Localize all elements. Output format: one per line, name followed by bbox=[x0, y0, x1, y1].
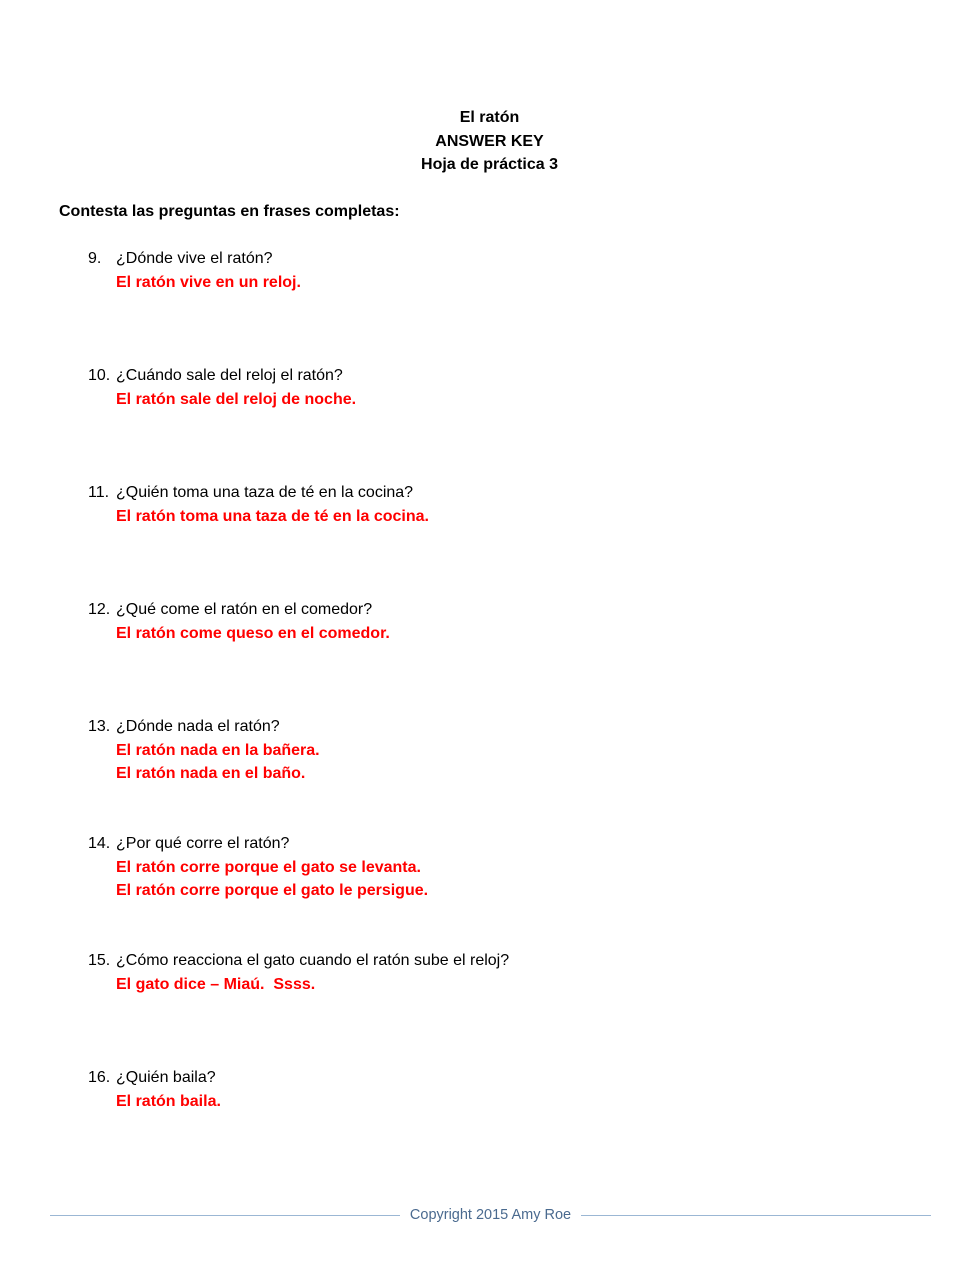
question-number: 12. bbox=[88, 601, 111, 618]
question-number: 16. bbox=[88, 1069, 111, 1086]
footer-rule-right bbox=[581, 1215, 931, 1216]
question-text: ¿Quién toma una taza de té en la cocina? bbox=[116, 484, 414, 501]
answer-text: El ratón corre porque el gato le persigue. bbox=[116, 882, 429, 899]
page-header bbox=[0, 106, 979, 177]
question-text: ¿Dónde vive el ratón? bbox=[116, 250, 273, 267]
question-text: ¿Quién baila? bbox=[116, 1069, 216, 1086]
question-item bbox=[88, 247, 301, 294]
question-number: 14. bbox=[88, 835, 111, 852]
page-title: El ratón bbox=[459, 109, 520, 126]
answer-text: El ratón sale del reloj de noche. bbox=[116, 390, 357, 408]
question-item bbox=[88, 598, 390, 645]
answer-text: El ratón come queso en el comedor. bbox=[116, 624, 390, 642]
answer-text: El ratón nada en la bañera. bbox=[116, 741, 320, 759]
answer-text: El ratón vive en un reloj. bbox=[116, 273, 301, 291]
page-footer bbox=[50, 1203, 931, 1227]
question-text: ¿Qué come el ratón en el comedor? bbox=[116, 601, 373, 618]
question-item bbox=[88, 715, 320, 786]
question-text: ¿Cómo reacciona el gato cuando el ratón sube el reloj? bbox=[116, 952, 510, 969]
question-number: 13. bbox=[88, 718, 111, 735]
question-number: 11. bbox=[88, 484, 110, 501]
question-text: ¿Dónde nada el ratón? bbox=[116, 718, 280, 735]
question-item bbox=[88, 949, 509, 996]
copyright-notice: Copyright 2015 Amy Roe bbox=[409, 1207, 572, 1223]
question-number: 10. bbox=[88, 367, 111, 384]
question-text: ¿Cuándo sale del reloj el ratón? bbox=[116, 367, 343, 384]
question-item bbox=[88, 832, 428, 903]
answer-text: El gato dice – Miaú. Ssss. bbox=[116, 975, 316, 993]
answer-key-label: ANSWER KEY bbox=[435, 132, 544, 150]
instructions: Contesta las preguntas en frases completas: bbox=[59, 203, 400, 220]
question-item bbox=[88, 364, 356, 411]
question-number: 15. bbox=[88, 952, 111, 969]
question-number: 9. bbox=[88, 250, 102, 267]
question-text: ¿Por qué corre el ratón? bbox=[116, 835, 290, 852]
answer-text: El ratón corre porque el gato se levanta. bbox=[116, 858, 421, 876]
practice-sheet-label: Hoja de práctica 3 bbox=[421, 156, 558, 173]
answer-text: El ratón nada en el baño. bbox=[116, 765, 306, 782]
answer-text: El ratón baila. bbox=[116, 1092, 221, 1110]
footer-rule-left bbox=[50, 1215, 400, 1216]
answer-text: El ratón toma una taza de té en la cocina. bbox=[116, 507, 429, 525]
question-item bbox=[88, 1066, 221, 1113]
question-item bbox=[88, 481, 429, 528]
